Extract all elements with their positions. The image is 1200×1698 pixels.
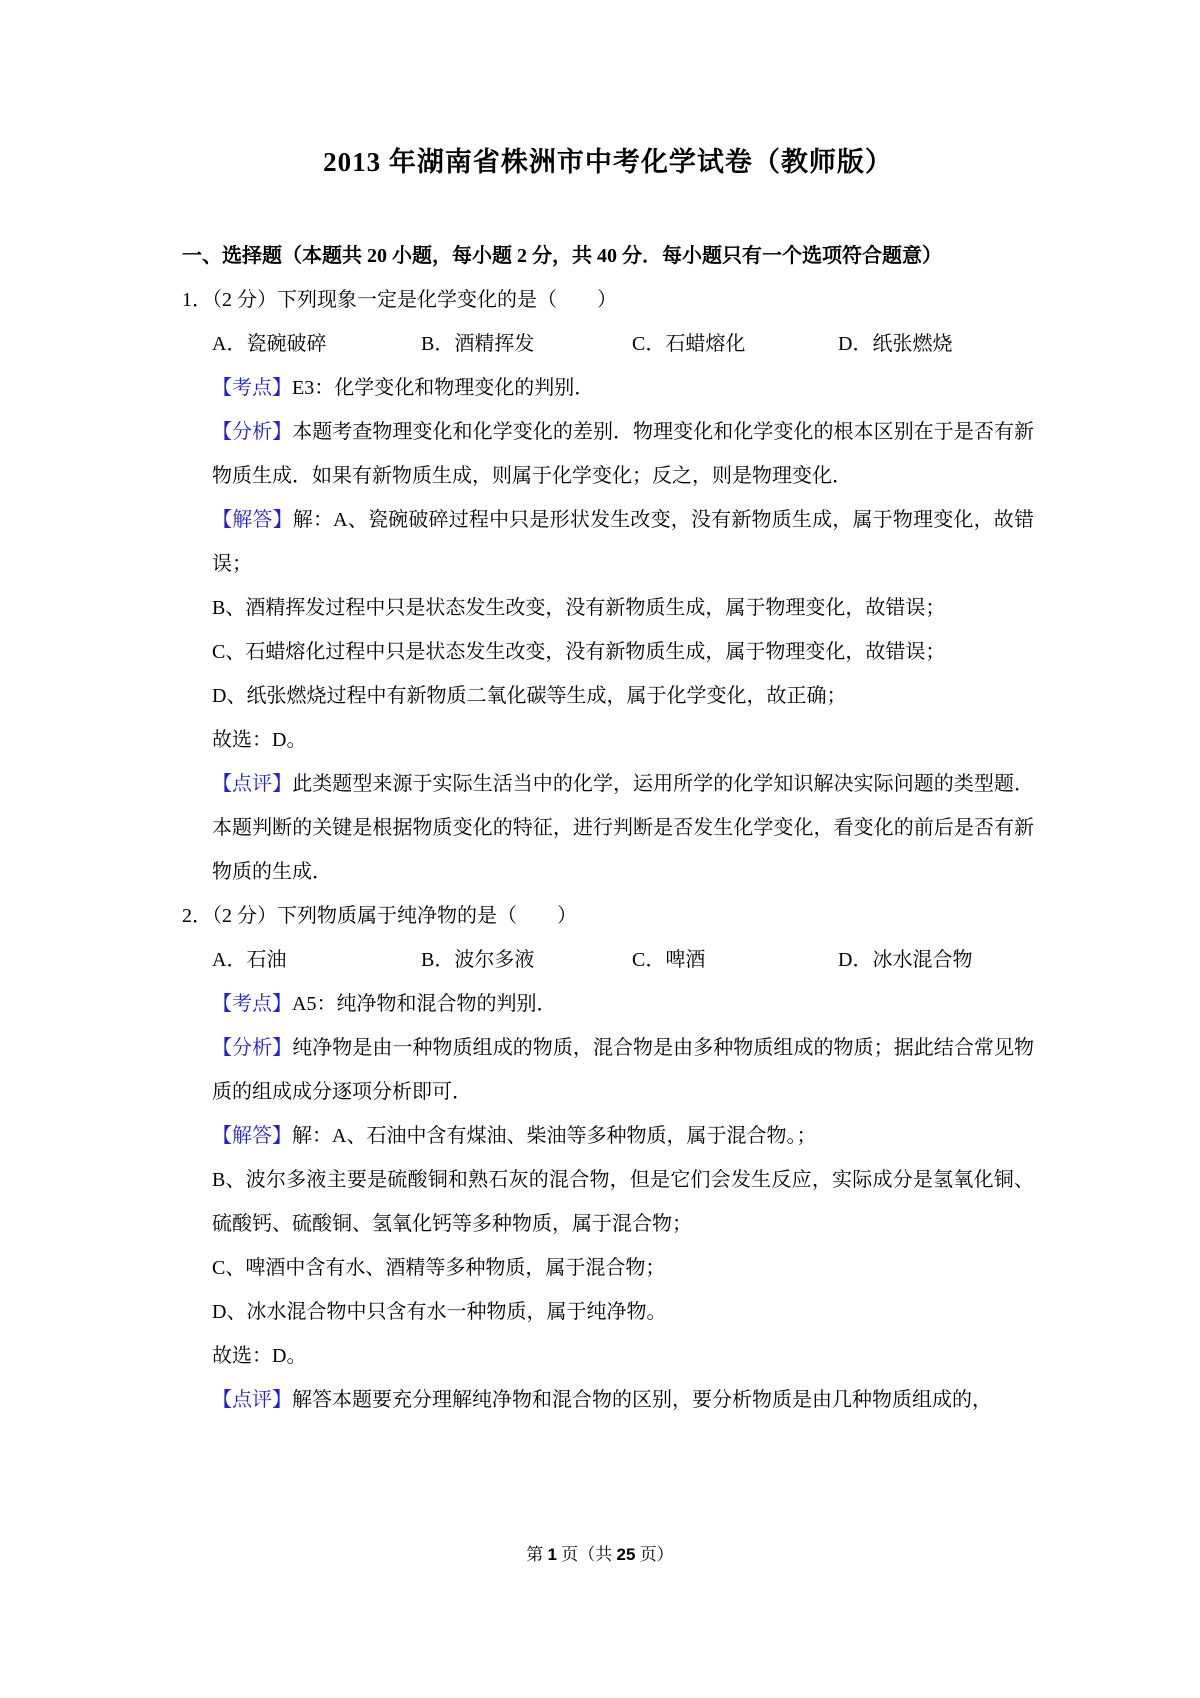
question-1-fenxi-block	[212, 410, 1034, 498]
question-1-options	[212, 322, 1034, 366]
page-footer	[0, 1541, 1200, 1569]
question-2-fenxi-block	[212, 1026, 1034, 1114]
question-1-jieda-line-b: B、酒精挥发过程中只是状态发生改变，没有新物质生成，属于物理变化，故错误；	[212, 597, 946, 619]
fenxi-marker: 【分析】	[212, 1037, 293, 1059]
question-2-option-d: D．冰水混合物	[838, 949, 973, 971]
fenxi-text: 纯净物是由一种物质组成的物质，混合物是由多种物质组成的物质；据此结合常见物质的组成成分逐项分析即可．	[212, 1037, 1035, 1103]
question-1-jieda-block	[212, 498, 1034, 586]
question-2-option-b: B．波尔多液	[421, 949, 535, 971]
question-1-option-b: B．酒精挥发	[421, 333, 535, 355]
question-1-option-a: A．瓷碗破碎	[212, 333, 327, 355]
question-1-jieda-line-d: D、纸张燃烧过程中有新物质二氧化碳等生成，属于化学变化，故正确；	[212, 685, 847, 707]
question-1-option-c: C．石蜡熔化	[632, 333, 746, 355]
question-2-answer-line: 故选：D。	[212, 1345, 307, 1367]
question-2-text: （2 分）下列物质属于纯净物的是（ ）	[212, 905, 577, 927]
question-1-jieda-line-c: C、石蜡熔化过程中只是状态发生改变，没有新物质生成，属于物理变化，故错误；	[212, 641, 946, 663]
question-2	[182, 894, 1034, 1422]
question-1-number: 1．	[182, 289, 212, 311]
dianping-text: 此类题型来源于实际生活当中的化学，运用所学的化学知识解决实际问题的类型题．本题判断的关键是根据物质变化的特征，进行判断是否发生化学变化，看变化的前后是否有新物质的生成．	[212, 773, 1035, 883]
dianping-text: 解答本题要充分理解纯净物和混合物的区别，要分析物质是由几种物质组成的，	[292, 1389, 992, 1411]
jieda-marker: 【解答】	[212, 509, 293, 531]
jieda-text: 解：A、石油中含有煤油、柴油等多种物质，属于混合物。；	[292, 1125, 817, 1147]
kaodian-text: E3：化学变化和物理变化的判别．	[292, 377, 595, 399]
footer-suffix: 页）	[635, 1545, 674, 1564]
question-2-jieda-line-b: B、波尔多液主要是硫酸铜和熟石灰的混合物，但是它们会发生反应，实际成分是氢氧化铜、硫酸钙、硫酸铜、氢氧化钙等多种物质，属于混合物；	[212, 1169, 1034, 1235]
question-2-stem	[182, 894, 1034, 938]
question-1-kaodian-block	[212, 366, 1034, 410]
kaodian-marker: 【考点】	[212, 993, 292, 1015]
question-2-dianping-block	[212, 1378, 1034, 1422]
kaodian-marker: 【考点】	[212, 377, 292, 399]
fenxi-text: 本题考查物理变化和化学变化的差别．物理变化和化学变化的根本区别在于是否有新物质生成．如果有新物质生成，则属于化学变化；反之，则是物理变化．	[212, 421, 1035, 487]
question-2-option-c: C．啤酒	[632, 949, 706, 971]
question-1-stem	[182, 278, 1034, 322]
question-1-text: （2 分）下列现象一定是化学变化的是（ ）	[212, 289, 617, 311]
section-heading: 一、选择题（本题共 20 小题，每小题 2 分，共 40 分．每小题只有一个选项符合题意）	[182, 245, 942, 267]
jieda-marker: 【解答】	[212, 1125, 292, 1147]
question-1-option-d: D．纸张燃烧	[838, 333, 953, 355]
question-1-dianping-block	[212, 762, 1034, 894]
fenxi-marker: 【分析】	[212, 421, 293, 443]
question-2-jieda-block	[212, 1114, 1034, 1158]
footer-prefix: 第	[526, 1545, 548, 1564]
footer-mid: 页（共	[557, 1545, 617, 1564]
question-2-kaodian-block	[212, 982, 1034, 1026]
dianping-marker: 【点评】	[212, 773, 293, 795]
question-2-number: 2．	[182, 905, 212, 927]
kaodian-text: A5：纯净物和混合物的判别．	[292, 993, 557, 1015]
page-content	[182, 142, 1034, 1422]
footer-total-pages: 25	[616, 1545, 636, 1564]
question-1	[182, 278, 1034, 894]
question-2-jieda-line-d: D、冰水混合物中只含有水一种物质，属于纯净物。	[212, 1301, 667, 1323]
dianping-marker: 【点评】	[212, 1389, 292, 1411]
jieda-text: 解：A、瓷碗破碎过程中只是形状发生改变，没有新物质生成，属于物理变化，故错误；	[212, 509, 1035, 575]
question-1-answer-line: 故选：D。	[212, 729, 307, 751]
question-2-option-a: A．石油	[212, 949, 287, 971]
footer-page-number: 1	[547, 1545, 558, 1564]
question-2-options	[212, 938, 1034, 982]
document-title: 2013 年湖南省株洲市中考化学试卷（教师版）	[323, 147, 893, 177]
question-2-jieda-line-c: C、啤酒中含有水、酒精等多种物质，属于混合物；	[212, 1257, 666, 1279]
